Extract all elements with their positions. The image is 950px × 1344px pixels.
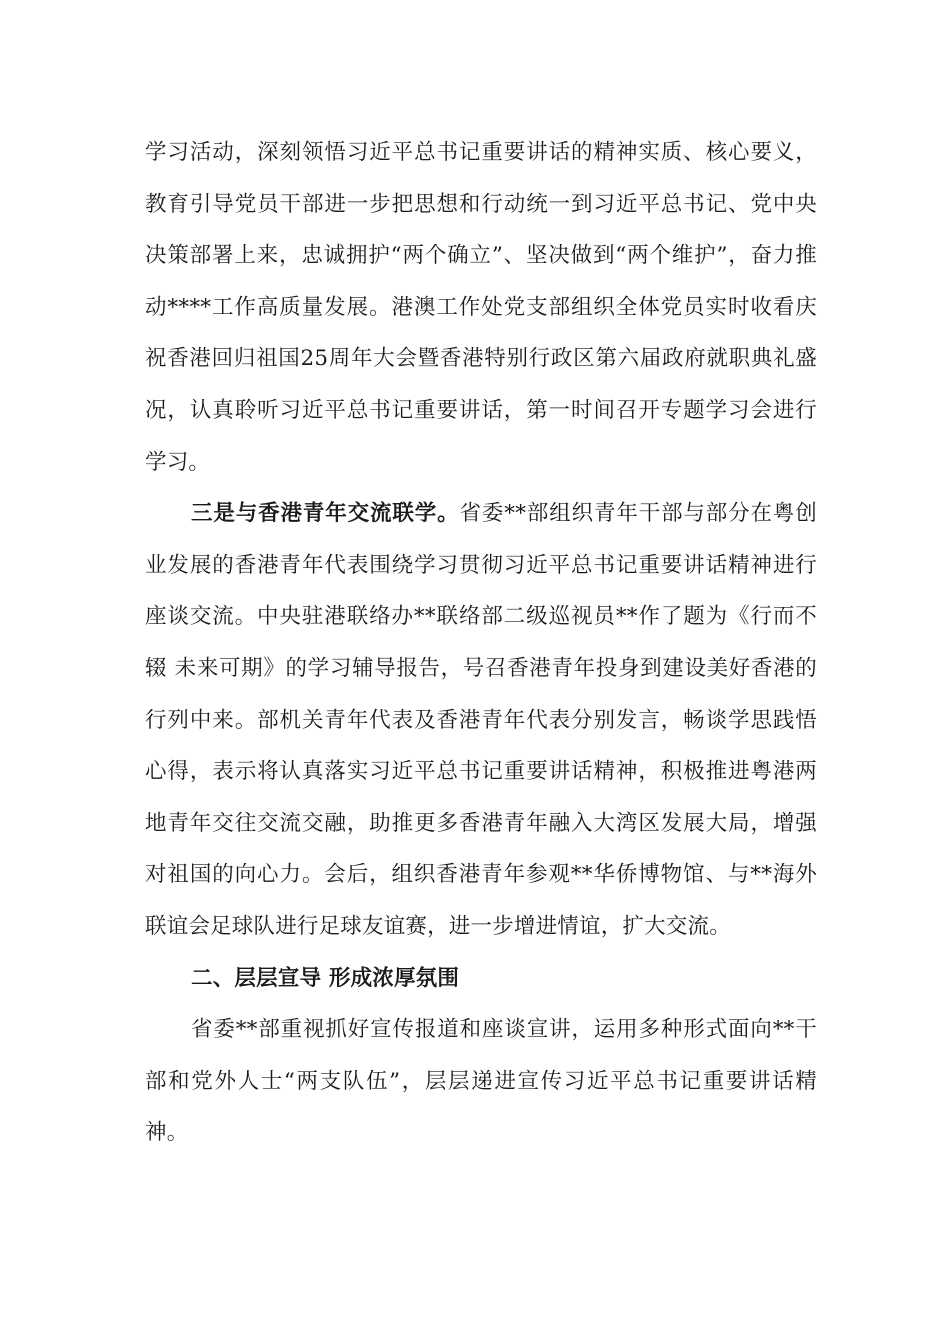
paragraph-text: 学习活动，深刻领悟习近平总书记重要讲话的精神实质、核心要义，教育引导党员干部进一步把思想和行动统一到习近平总书记、党中央决策部署上来，忠诚拥护“两个确立”、坚决做到“两个维护”，奋力推动****工作高质量发展。港澳工作处党支部组织全体党员实时收看庆祝香港回归祖国25周年大会暨香港特别行政区第六届政府就职典礼盛况，认真聆听习近平总书记重要讲话，第一时间召开专题学习会进行学习。 [145,140,817,475]
paragraph-text: 省委**部组织青年干部与部分在粤创业发展的香港青年代表围绕学习贯彻习近平总书记重要讲话精神进行座谈交流。中央驻港联络办**联络部二级巡视员**作了题为《行而不辍 未来可期》的学习辅导报告，号召香港青年投身到建设美好香港的行列中来。部机关青年代表及香港青年代表分别发言，畅谈学思践悟心得，表示将认真落实习近平总书记重要讲话精神，积极推进粤港两地青年交往交流交融，助推更多香港青年融入大湾区发展大局，增强对祖国的向心力。会后，组织香港青年参观**华侨博物馆、与**海外联谊会足球队进行足球友谊赛，进一步增进情谊，扩大交流。 [145,501,818,939]
document-body [145,127,817,1159]
paragraph-lead: 三是与香港青年交流联学。 [191,501,460,527]
paragraph-text: 省委**部重视抓好宣传报道和座谈宣讲，运用多种形式面向**干部和党外人士“两支队伍”，层层递进宣传习近平总书记重要讲话精神。 [145,1017,817,1146]
paragraph-publicity [145,1004,817,1159]
paragraph-continuation [145,127,817,488]
paragraph-hk-youth-exchange [145,488,817,952]
section-heading: 二、层层宣导 形成浓厚氛围 [191,965,460,991]
